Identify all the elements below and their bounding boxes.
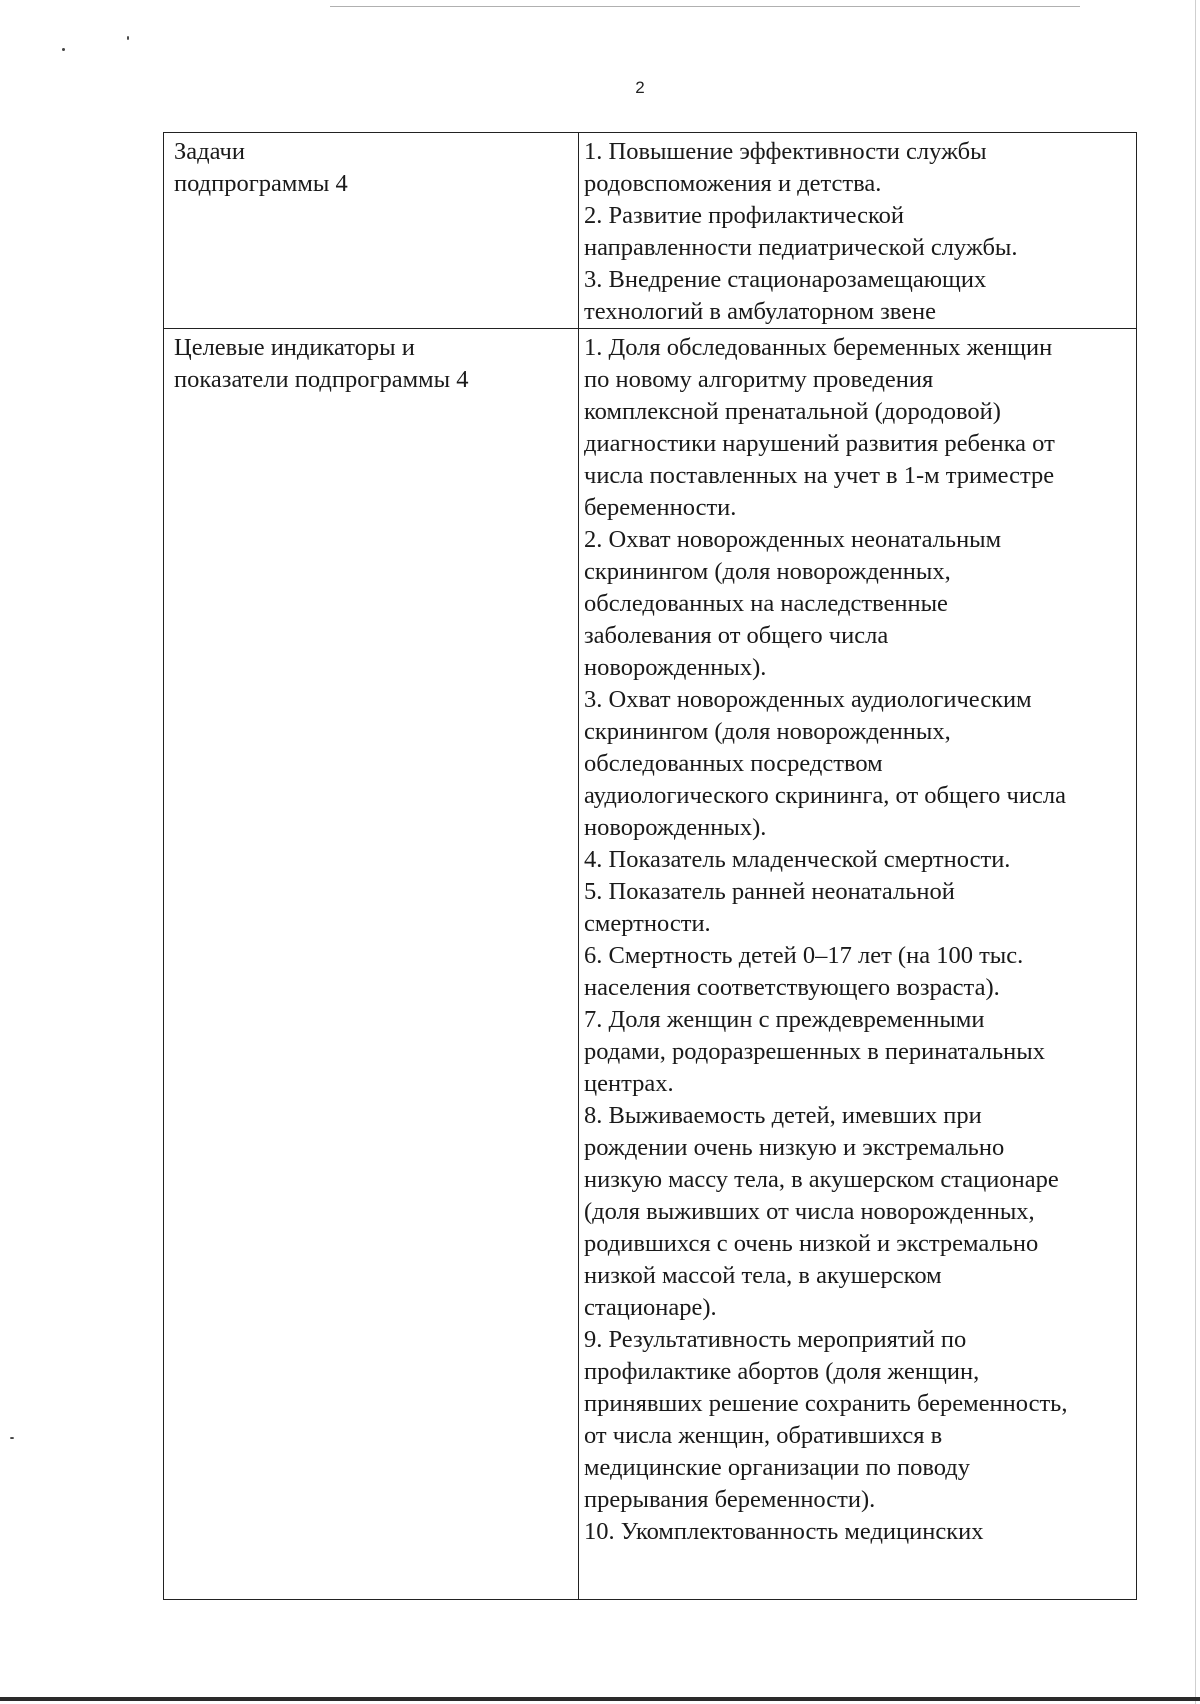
value-line: числа поставленных на учет в 1-м триместре [584, 462, 1055, 489]
page-number: 2 [635, 78, 645, 97]
scan-right-rule [1195, 0, 1196, 1704]
value-line: 6. Смертность детей 0–17 лет (на 100 тыс. [584, 942, 1024, 969]
label-line: Задачи [174, 138, 245, 165]
value-line: беременности. [584, 494, 737, 521]
value-line: прерывания беременности). [584, 1486, 876, 1513]
subprogram-passport-table [163, 132, 1137, 1600]
value-line: низкой массой тела, в акушерском [584, 1262, 942, 1289]
value-line: скринингом (доля новорожденных, [584, 558, 951, 585]
value-line: по новому алгоритму проведения [584, 366, 934, 393]
value-line: населения соответствующего возраста). [584, 974, 1000, 1001]
value-line: направленности педиатрической службы. [584, 234, 1018, 261]
value-line: новорожденных). [584, 814, 767, 841]
value-line: низкую массу тела, в акушерском стационаре [584, 1166, 1059, 1193]
scan-speck [127, 36, 129, 40]
scan-top-rule [330, 6, 1080, 7]
tasks-value-cell [579, 133, 1137, 329]
value-line: 2. Развитие профилактической [584, 202, 904, 229]
scan-bottom-rule [0, 1697, 1200, 1701]
value-line: 7. Доля женщин с преждевременными [584, 1006, 985, 1033]
value-line: рождении очень низкую и экстремально [584, 1134, 1005, 1161]
label-line: показатели подпрограммы 4 [174, 366, 469, 393]
value-line: центрах. [584, 1070, 674, 1097]
value-line: аудиологического скрининга, от общего числа [584, 782, 1066, 809]
label-line: Целевые индикаторы и [174, 334, 415, 361]
value-line: диагностики нарушений развития ребенка от [584, 430, 1055, 457]
value-line: новорожденных). [584, 654, 767, 681]
value-line: родами, родоразрешенных в перинатальных [584, 1038, 1045, 1065]
indicators-value-cell [579, 329, 1137, 1600]
value-line: комплексной пренатальной (дородовой) [584, 398, 1001, 425]
value-line: от числа женщин, обратившихся в [584, 1422, 943, 1449]
value-line: скринингом (доля новорожденных, [584, 718, 951, 745]
value-line: 1. Доля обследованных беременных женщин [584, 334, 1053, 361]
tasks-label-cell [164, 133, 579, 329]
value-line: 4. Показатель младенческой смертности. [584, 846, 1011, 873]
value-line: профилактике абортов (доля женщин, [584, 1358, 980, 1385]
value-line: смертности. [584, 910, 711, 937]
value-line: технологий в амбулаторном звене [584, 298, 937, 325]
value-line: заболевания от общего числа [584, 622, 889, 649]
table-row-indicators [164, 329, 1137, 1600]
value-line: стационаре). [584, 1294, 717, 1321]
value-line: 9. Результативность мероприятий по [584, 1326, 967, 1353]
value-line: обследованных на наследственные [584, 590, 948, 617]
label-line: подпрограммы 4 [174, 170, 348, 197]
value-line: 5. Показатель ранней неонатальной [584, 878, 955, 905]
value-line: 3. Охват новорожденных аудиологическим [584, 686, 1032, 713]
value-line: 1. Повышение эффективности службы [584, 138, 987, 165]
indicators-label-cell [164, 329, 579, 1600]
value-line: (доля выживших от числа новорожденных, [584, 1198, 1035, 1225]
scan-speck [62, 48, 65, 51]
value-line: 3. Внедрение стационарозамещающих [584, 266, 987, 293]
value-line: медицинские организации по поводу [584, 1454, 971, 1481]
value-line: 10. Укомплектованность медицинских [584, 1518, 984, 1545]
value-line: принявших решение сохранить беременность, [584, 1390, 1068, 1417]
scan-speck [10, 1437, 14, 1439]
value-line: родившихся с очень низкой и экстремально [584, 1230, 1039, 1257]
value-line: родовспоможения и детства. [584, 170, 882, 197]
table-row-tasks [164, 133, 1137, 329]
value-line: 8. Выживаемость детей, имевших при [584, 1102, 982, 1129]
value-line: обследованных посредством [584, 750, 883, 777]
value-line: 2. Охват новорожденных неонатальным [584, 526, 1002, 553]
